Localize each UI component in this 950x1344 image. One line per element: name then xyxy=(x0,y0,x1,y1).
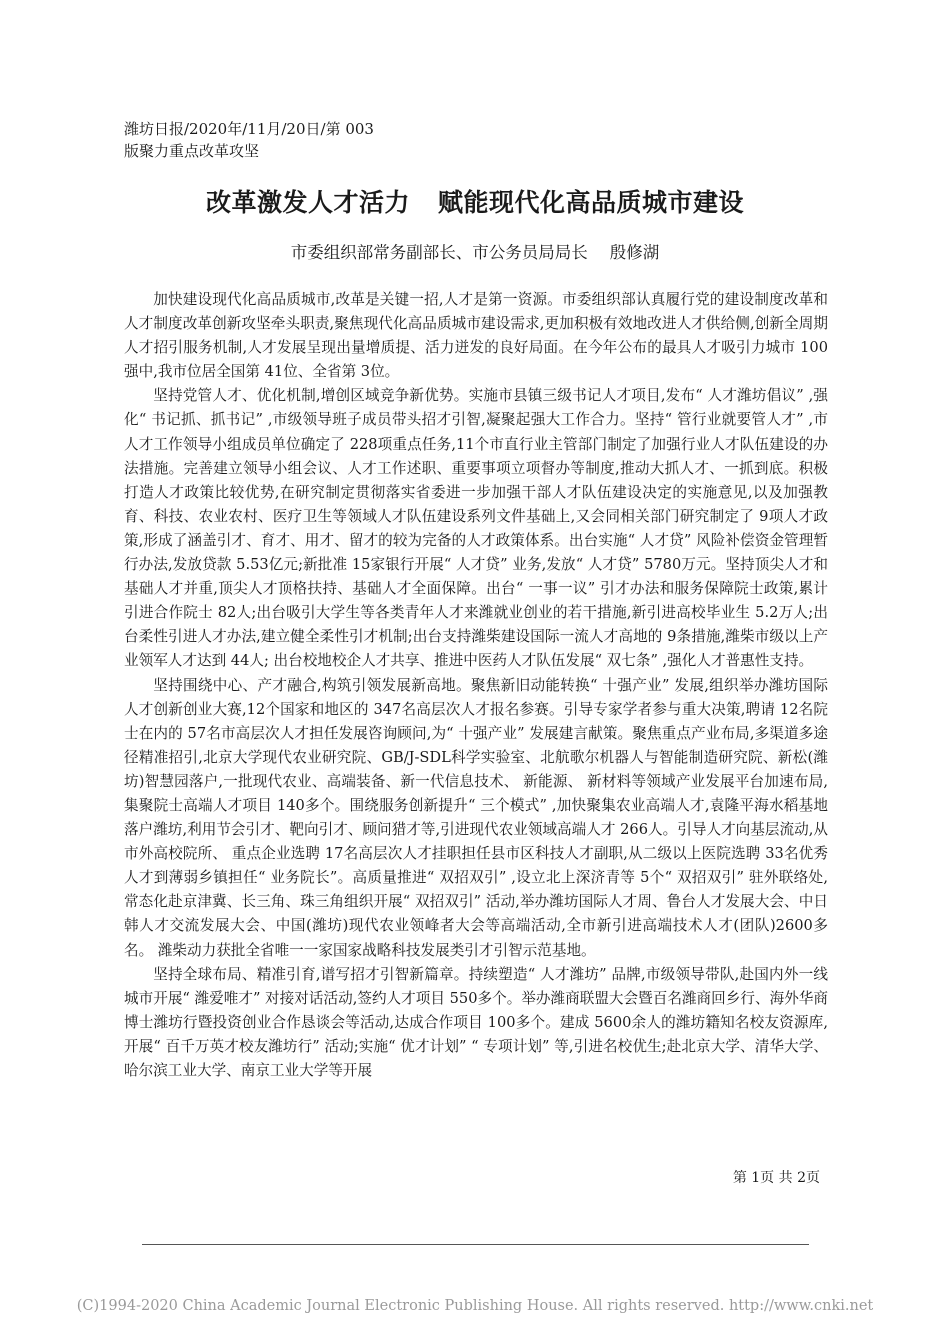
author-line xyxy=(0,240,950,266)
page-number: 第 1页 共 2页 xyxy=(732,1170,820,1186)
paragraph: 加快建设现代化高品质城市,改革是关键一招,人才是第一资源。市委组织部认真履行党的建设制度改革和人才制度改革创新攻坚牵头职责,聚焦现代化高品质城市建设需求,更加积极有效地改进人才供给侧,创新全周期人才招引服务机制,人才发展呈现出量增质提、活力迸发的良好局面。在今年公布的最具人才吸引力城市 100强中,我市位居全国第 41位、全省第 3位。 xyxy=(124,291,828,381)
paragraph: 坚持围绕中心、产才融合,构筑引领发展新高地。聚焦新旧动能转换“ 十强产业” 发展,组织举办潍坊国际人才创新创业大赛,12个国家和地区的 347名高层次人才报名参赛。引导专家学者参与重大决策,聘请 12名院士在内的 57名市高层次人才担任发展咨询顾问,为“ 十强产业” 发展建言献策。聚焦重点产业布局,多渠道多途径精准招引,北京大学现代农业研究院、GB/J-SDL科学实验室、北航歌尔机器人与智能制造研究院、新松(潍坊)智慧园落户,一批现代农业、高端装备、新一代信息技术、 新能源、 新材料等领域产业发展平台加速布局,集聚院士高端人才项目 140多个。围绕服务创新提升“ 三个模式” ,加快聚集农业高端人才,袁隆平海水稻基地落户潍坊,利用节会引才、靶向引才、顾问猎才等,引进现代农业领域高端人才 266人。引导人才向基层流动,从市外高校院所、 重点企业选聘 17名高层次人才挂职担任县市区科技人才副职,从二级以上医院选聘 33名优秀人才到薄弱乡镇担任“ 业务院长”。高质量推进“ 双招双引” ,设立北上深济青等 5个“ 双招双引” 驻外联络处,常态化赴京津冀、长三角、珠三角组织开展“ 双招双引” 活动,举办潍坊国际人才周、鲁台人才发展大会、中日韩人才交流发展大会、中国(潍坊)现代农业领峰者大会等高端活动,全市新引进高端技术人才(团队)2600多名。 潍柴动力获批全省唯一一家国家战略科技发展类引才引智示范基地。 xyxy=(124,676,828,959)
footer-divider xyxy=(142,1244,809,1245)
title-part-1: 改革激发人才活力 xyxy=(205,188,410,217)
source-line-1: 潍坊日报/2020年/11月/20日/第 003 xyxy=(124,120,374,138)
article-title xyxy=(0,186,950,220)
copyright-footer: (C)1994-2020 China Academic Journal Electronic Publishing House. All rights reserved. http://www.cnki.net xyxy=(76,1298,874,1314)
paragraph: 坚持全球布局、精准引育,谱写招才引智新篇章。持续塑造“ 人才潍坊” 品牌,市级领导带队,赴国内外一线城市开展“ 潍爱唯才” 对接对话活动,签约人才项目 550多个。举办潍商联盟大会暨百名潍商回乡行、海外华商博士潍坊行暨投资创业合作恳谈会等活动,达成合作项目 100多个。建成 5600余人的潍坊籍知名校友资源库,开展“ 百千万英才校友潍坊行” 活动;实施“ 优才计划” “ 专项计划” 等,引进名校优生;赴北京大学、清华大学、哈尔滨工业大学、南京工业大学等开展 xyxy=(124,965,828,1079)
source-info xyxy=(124,118,424,162)
title-part-2: 赋能现代化高品质城市建设 xyxy=(438,188,745,217)
article-body xyxy=(124,288,828,1083)
author-position: 市委组织部常务副部长、市公务员局局长 xyxy=(290,243,588,262)
source-line-2: 版聚力重点改革攻坚 xyxy=(124,142,260,160)
paragraph: 坚持党管人才、优化机制,增创区域竞争新优势。实施市县镇三级书记人才项目,发布“ 人才潍坊倡议” ,强化“ 书记抓、抓书记” ,市级领导班子成员带头招才引智,凝聚起强大工作合力。坚持“ 管行业就要管人才” ,市人才工作领导小组成员单位确定了 228项重点任务,11个市直行业主管部门制定了加强行业人才队伍建设的办法措施。完善建立领导小组会议、人才工作述职、重要事项立项督办等制度,推动大抓人才、一抓到底。积极打造人才政策比较优势,在研究制定贯彻落实省委进一步加强干部人才队伍建设决定的实施意见,以及加强教育、科技、农业农村、医疗卫生等领域人才队伍建设系列文件基础上,又会同相关部门研究制定了 9项人才政策,形成了涵盖引才、育才、用才、留才的较为完备的人才政策体系。出台实施“ 人才贷” 风险补偿资金管理暂行办法,发放贷款 5.53亿元;新批准 15家银行开展“ 人才贷” 业务,发放“ 人才贷” 5780万元。坚持顶尖人才和基础人才并重,顶尖人才顶格扶持、基础人才全面保障。出台“ 一事一议” 引才办法和服务保障院士政策,累计引进合作院士 82人;出台吸引大学生等各类青年人才来潍就业创业的若干措施,新引进高校毕业生 5.2万人;出台柔性引进人才办法,建立健全柔性引才机制;出台支持潍柴建设国际一流人才高地的 9条措施,潍柴市级以上产业领军人才达到 44人; 出台校地校企人才共享、推进中医药人才队伍发展“ 双七条” ,强化人才普惠性支持。 xyxy=(124,387,828,670)
author-name: 殷修湖 xyxy=(609,243,660,262)
